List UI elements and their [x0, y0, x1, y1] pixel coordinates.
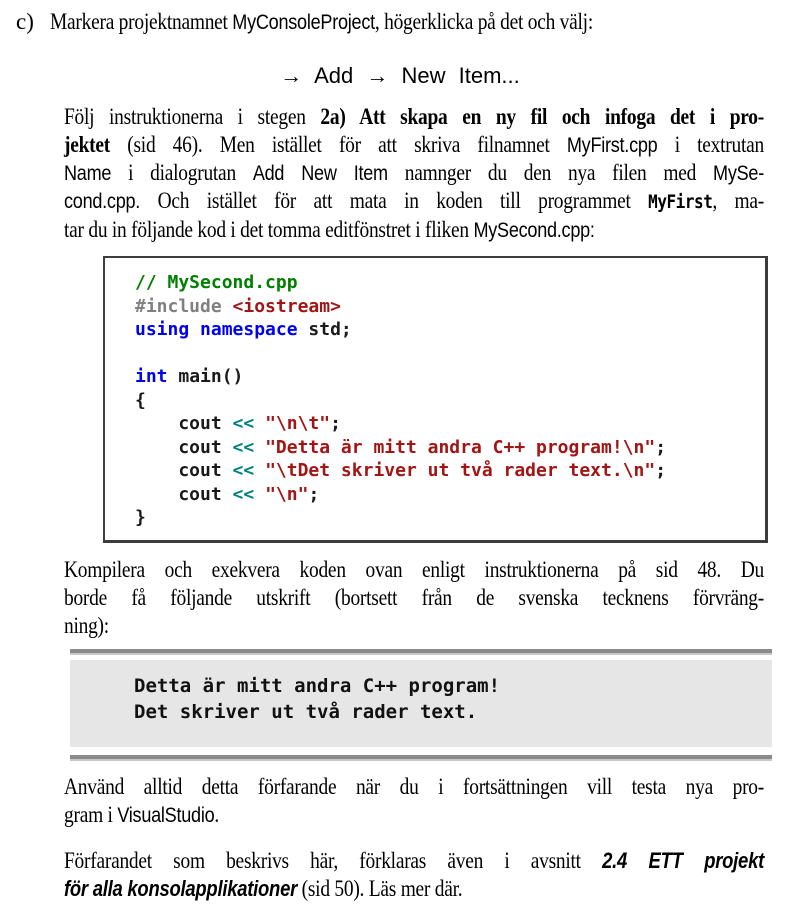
text-segment: Och istället för att mata in koden till programmet [140, 188, 649, 213]
text-segment: Använd alltid detta förfarande när du i fortsättningen vill testa nya pro- [64, 774, 764, 799]
text-segment: MyFirst.cpp [566, 133, 658, 157]
text-line [64, 187, 764, 216]
paragraph-anvand [64, 773, 764, 829]
menu-path [0, 62, 800, 90]
text-segment: MyFirst [648, 191, 713, 213]
text-segment [254, 437, 265, 458]
code-block [103, 256, 768, 543]
text-segment: Kompilera och exekvera koden ovan enligt instruktionerna på sid 48. Du [64, 557, 764, 582]
text-line [135, 318, 759, 342]
text-segment: (sid 50). Läs mer där. [297, 876, 463, 901]
text-segment: 2a) Att skapa en ny fil och infoga det i pro- [320, 104, 765, 129]
text-line [135, 389, 759, 413]
text-segment: main() [167, 366, 244, 387]
text-segment: ; [655, 436, 667, 458]
text-segment: { [135, 389, 146, 411]
text-segment [254, 460, 265, 481]
text-segment: gram i [64, 802, 118, 827]
text-line [135, 412, 759, 436]
text-segment: ; [308, 483, 320, 505]
console-output [70, 660, 772, 747]
text-segment: // MySecond.cpp [135, 272, 298, 293]
text-line [64, 801, 764, 829]
text-line [64, 159, 764, 187]
text-line [64, 847, 764, 875]
text-segment: <iostream> [232, 295, 341, 317]
paragraph-kompilera [64, 556, 764, 640]
text-line [135, 436, 759, 460]
text-segment: "\n\t" [265, 413, 331, 434]
text-segment: Markera projektnamnet [50, 9, 233, 34]
text-segment [254, 484, 265, 505]
text-segment: Följ instruktionerna i stegen [64, 104, 321, 129]
text-segment: << [232, 436, 255, 458]
text-segment: << [232, 460, 255, 481]
text-line [135, 342, 759, 366]
text-segment: Detta är mitt andra C++ program! [134, 675, 501, 697]
text-segment: cout [135, 483, 233, 505]
text-segment [135, 343, 146, 364]
text-segment: (sid 46). Men istället för att skriva filnamnet [109, 132, 567, 157]
text-line [64, 103, 764, 131]
text-segment: } [135, 507, 146, 528]
text-line [64, 875, 764, 903]
text-line [64, 556, 764, 584]
text-segment: cout [135, 460, 233, 481]
text-line [135, 506, 759, 530]
text-segment: tar du in följande kod i det tomma editfönstret i fliken [64, 217, 474, 242]
divider-bottom [70, 755, 772, 761]
text-segment: jektet [64, 132, 110, 157]
text-segment: ning): [64, 613, 109, 638]
text-line [135, 365, 759, 389]
text-line [64, 131, 764, 159]
text-segment: std; [297, 319, 352, 340]
text-line [64, 216, 764, 244]
text-segment: borde få följande utskrift (bortsett från de svenska tecknens förvräng- [64, 585, 764, 610]
text-segment: cond.cpp. [64, 189, 141, 213]
text-segment: MySecond.cpp: [473, 218, 595, 242]
text-segment: "Detta är mitt andra C++ program!\n" [265, 436, 656, 458]
text-line [135, 459, 759, 483]
text-line [64, 612, 764, 640]
text-segment: VisualStudio [117, 803, 215, 827]
text-segment: "\tDet skriver ut två rader text.\n" [265, 460, 656, 481]
paragraph-folj [64, 103, 764, 244]
menu-path-text: → Add → New Item... [280, 63, 520, 88]
text-segment: ; [330, 413, 341, 434]
text-line [134, 673, 772, 699]
text-line [135, 483, 759, 507]
paragraph-forfarandet [64, 847, 764, 903]
list-marker: c) [16, 9, 34, 34]
text-segment: ; [655, 460, 667, 481]
text-segment: int [135, 366, 168, 387]
text-segment: , högerklicka på det och välj: [374, 9, 593, 34]
text-segment: Add New Item [252, 161, 388, 185]
text-line [135, 271, 759, 295]
text-segment: << [232, 413, 255, 434]
text-segment: using namespace [135, 319, 298, 340]
text-segment: . [214, 802, 220, 827]
text-segment: #include [135, 295, 233, 317]
text-segment: 2.4 ETT projekt [602, 848, 764, 873]
text-segment: cout [135, 413, 233, 434]
text-segment: , ma- [712, 188, 764, 213]
text-segment: << [232, 483, 255, 505]
text-segment: för alla konsolapplikationer [64, 876, 298, 901]
text-segment: i dialogrutan [111, 160, 253, 185]
text-line [134, 699, 772, 725]
text-segment: MySe- [713, 161, 764, 185]
text-segment: Det skriver ut två rader text. [134, 701, 478, 723]
text-segment: MyConsoleProject [232, 10, 375, 34]
text-segment: Förfarandet som beskrivs här, förklaras även i avsnitt [64, 848, 603, 873]
text-line [135, 295, 759, 319]
heading-text [50, 8, 750, 36]
text-segment: cout [135, 436, 233, 458]
text-segment: i textrutan [657, 132, 764, 157]
text-segment [254, 413, 265, 434]
text-line [64, 584, 764, 612]
text-segment: "\n" [265, 483, 309, 505]
list-item-c [0, 8, 800, 36]
divider-top [70, 649, 772, 655]
text-segment: namnger du den nya filen med [387, 160, 714, 185]
text-segment: Name [64, 161, 112, 185]
text-line [64, 773, 764, 801]
